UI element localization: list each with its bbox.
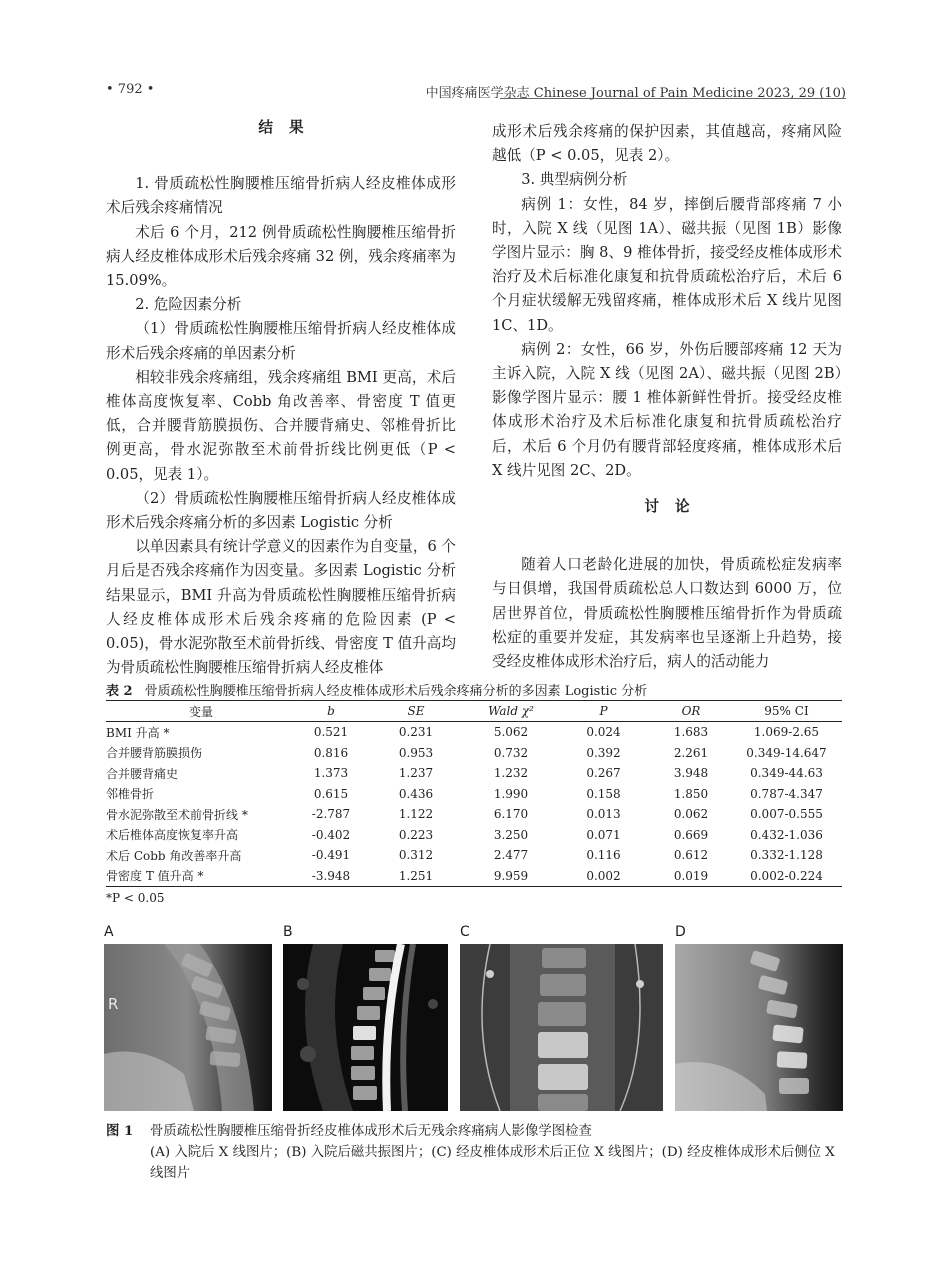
table-cell: 2.477 bbox=[493, 848, 529, 863]
table-cell: 3.948 bbox=[673, 766, 709, 781]
table-cell: BMI 升高 * bbox=[106, 725, 170, 740]
table-cell: 合并腰背筋膜损伤 bbox=[106, 746, 203, 761]
table-cell: 术后椎体高度恢复率升高 bbox=[106, 828, 239, 843]
col-header: P bbox=[556, 701, 651, 722]
figure-number: 图 1 bbox=[106, 1123, 134, 1139]
table-cell: 0.062 bbox=[673, 807, 709, 822]
paragraph: 相较非残余疼痛组，残余疼痛组 BMI 更高，术后椎体高度恢复率、Cobb 角改善率、骨密度 T 值更低，合并腰背筋膜损伤、合并腰背痛史、邻椎骨折比例更高，骨水泥弥散至术前骨折线比例更低（P < 0.05，见表 1）。 bbox=[106, 368, 456, 483]
table-row bbox=[106, 866, 842, 887]
r-marker: R bbox=[108, 995, 119, 1013]
panel-label-d: D bbox=[675, 924, 686, 940]
col-header: 95% CI bbox=[731, 701, 842, 722]
table-cell: 0.267 bbox=[586, 766, 621, 781]
table-cell: 1.850 bbox=[673, 786, 709, 801]
table-cell: 0.158 bbox=[586, 786, 621, 801]
paragraph: 以单因素具有统计学意义的因素作为自变量，6 个月后是否残余疼痛作为因变量。多因素 Logistic 分析结果显示，BMI 升高为骨质疏松性胸腰椎压缩骨折病人经皮椎体成形术后残余疼痛的危险因素 (P < 0.05)，骨水泥弥散至术前骨折线、骨密度 T 值升高均为骨质疏松性胸腰椎压缩骨折病人经皮椎体 bbox=[106, 538, 456, 677]
table-cell: 2.261 bbox=[673, 745, 709, 760]
table-cell: 术后 Cobb 角改善率升高 bbox=[106, 848, 242, 863]
col-header: Wald χ² bbox=[466, 701, 556, 722]
table-cell: 3.250 bbox=[493, 827, 529, 842]
col-header: b bbox=[296, 701, 366, 722]
page-number: • 792 • bbox=[106, 82, 155, 97]
paragraph: 病例 1：女性，84 岁，摔倒后腰背部疼痛 7 小时，入院 X 线（见图 1A）、磁共振（见图 1B）影像学图片显示：胸 8、9 椎体骨折，接受经皮椎体成形术治疗及术后标准化康复和抗骨质疏松治疗后，术后 6 个月症状缓解无残留疼痛，椎体成形术后 X 线片见图 1C、1D。 bbox=[492, 195, 842, 334]
table-cell: 邻椎骨折 bbox=[106, 787, 155, 802]
table-cell: 0.019 bbox=[651, 866, 731, 887]
table-cell: 0.024 bbox=[586, 725, 621, 740]
xray-lateral-preop bbox=[104, 944, 272, 1111]
table-cell: 0.332-1.128 bbox=[750, 848, 823, 863]
table-row bbox=[106, 825, 842, 846]
table-cell: 0.116 bbox=[586, 848, 621, 863]
table-cell: -0.402 bbox=[311, 827, 351, 842]
table-cell: 6.170 bbox=[493, 807, 529, 822]
journal-header: 中国疼痛医学杂志 Chinese Journal of Pain Medicine 2023, 29 (10) bbox=[425, 86, 846, 101]
table-cell: 0.732 bbox=[493, 745, 529, 760]
table-cell: 0.349-14.647 bbox=[746, 745, 827, 760]
table-cell: 1.232 bbox=[493, 766, 529, 781]
subheading: （1）骨质疏松性胸腰椎压缩骨折病人经皮椎体成形术后残余疼痛的单因素分析 bbox=[106, 320, 456, 362]
table-row bbox=[106, 743, 842, 764]
table-number: 表 2 bbox=[106, 684, 133, 699]
table-cell: 0.013 bbox=[586, 807, 621, 822]
table-cell: 1.683 bbox=[673, 725, 709, 740]
table-cell: 1.069-2.65 bbox=[753, 725, 820, 740]
xray-ap-postop bbox=[460, 944, 663, 1111]
table-caption bbox=[106, 680, 647, 699]
table-cell: 0.816 bbox=[313, 745, 349, 760]
paragraph: 随着人口老龄化进展的加快，骨质疏松症发病率与日俱增，我国骨质疏松总人口数达到 6000 万，位居世界首位，骨质疏松性胸腰椎压缩骨折作为骨质疏松症的重要并发症，其发病率也呈逐渐上升趋势，接受经皮椎体成形术治疗后，病人的活动能力 bbox=[492, 556, 842, 671]
table-cell: 合并腰背痛史 bbox=[106, 766, 179, 781]
col-header: OR bbox=[651, 701, 731, 722]
table-cell: 0.787-4.347 bbox=[750, 786, 823, 801]
table-row bbox=[106, 845, 842, 866]
col-header: SE bbox=[366, 701, 466, 722]
logistic-table bbox=[106, 700, 842, 887]
panel-label-a: A bbox=[104, 924, 114, 940]
panel-label-c: C bbox=[460, 924, 470, 940]
paragraph: 术后 6 个月，212 例骨质疏松性胸腰椎压缩骨折病人经皮椎体成形术后残余疼痛 32 例，残余疼痛率为 15.09%。 bbox=[106, 223, 456, 290]
table-cell: 0.002-0.224 bbox=[731, 866, 842, 887]
table-cell: 1.122 bbox=[398, 807, 434, 822]
section-title-discussion: 讨论 bbox=[644, 498, 706, 516]
table-cell: 0.612 bbox=[673, 848, 709, 863]
table-row bbox=[106, 784, 842, 805]
table-cell: 0.669 bbox=[673, 827, 709, 842]
table-header-row bbox=[106, 701, 842, 722]
header-rule bbox=[500, 98, 846, 99]
table-cell: 0.002 bbox=[556, 866, 651, 887]
table-cell: 1.373 bbox=[313, 766, 349, 781]
table-cell: 0.312 bbox=[398, 848, 434, 863]
xray-lateral-postop bbox=[675, 944, 843, 1111]
table-cell: 9.959 bbox=[466, 866, 556, 887]
table-cell: 0.436 bbox=[398, 786, 434, 801]
col-header: 变量 bbox=[106, 701, 296, 722]
mri-sagittal-preop bbox=[283, 944, 448, 1111]
table-footnote: *P < 0.05 bbox=[106, 891, 165, 905]
figure-caption bbox=[106, 1121, 846, 1142]
table-cell: 1.990 bbox=[493, 786, 529, 801]
table-cell: 0.231 bbox=[398, 725, 434, 740]
table-row bbox=[106, 722, 842, 743]
subheading: 2. 危险因素分析 bbox=[135, 296, 242, 314]
subheading: 3. 典型病例分析 bbox=[521, 171, 628, 189]
table-cell: -3.948 bbox=[296, 866, 366, 887]
paragraph: 病例 2：女性，66 岁，外伤后腰部疼痛 12 天为主诉入院，入院 X 线（见图 2A）、磁共振（见图 2B）影像学图片显示：腰 1 椎体新鲜性骨折。接受经皮椎体成形术治疗及术后标准化康复和抗骨质疏松治疗后，术后 6 个月仍有腰背部轻度疼痛，椎体成形术后 X 线片见图 2C、2D。 bbox=[492, 340, 842, 479]
right-column bbox=[492, 120, 842, 674]
table-cell: 0.392 bbox=[586, 745, 621, 760]
table-cell: 1.251 bbox=[366, 866, 466, 887]
table-cell: -0.491 bbox=[311, 848, 351, 863]
table-cell: 0.432-1.036 bbox=[750, 827, 823, 842]
paragraph: 成形术后残余疼痛的保护因素，其值越高，疼痛风险越低（P < 0.05，见表 2）。 bbox=[492, 123, 842, 165]
table-caption-text: 骨质疏松性胸腰椎压缩骨折病人经皮椎体成形术后残余疼痛分析的多因素 Logistic 分析 bbox=[144, 684, 648, 699]
table-cell: 0.953 bbox=[398, 745, 434, 760]
table-cell: 0.349-44.63 bbox=[750, 766, 823, 781]
table-row bbox=[106, 804, 842, 825]
table-cell: 骨水泥弥散至术前骨折线 * bbox=[106, 807, 248, 822]
figure-caption-text: 骨质疏松性胸腰椎压缩骨折经皮椎体成形术后无残余疼痛病人影像学图检查 bbox=[150, 1124, 592, 1139]
table-cell: 5.062 bbox=[493, 725, 529, 740]
figure-subcaption: (A) 入院后 X 线图片；(B) 入院后磁共振图片；(C) 经皮椎体成形术后正位 X 线图片；(D) 经皮椎体成形术后侧位 X 线图片 bbox=[150, 1145, 835, 1181]
table-cell: 0.615 bbox=[313, 786, 349, 801]
panel-label-b: B bbox=[283, 924, 293, 940]
table-row bbox=[106, 763, 842, 784]
table-cell: 0.071 bbox=[586, 827, 621, 842]
table-cell: -2.787 bbox=[311, 807, 351, 822]
table-cell: 0.223 bbox=[398, 827, 434, 842]
left-column bbox=[106, 116, 456, 680]
table-cell: 骨密度 T 值升高 * bbox=[106, 866, 296, 887]
table-cell: 0.521 bbox=[313, 725, 349, 740]
table-cell: 1.237 bbox=[398, 766, 434, 781]
subheading: （2）骨质疏松性胸腰椎压缩骨折病人经皮椎体成形术后残余疼痛分析的多因素 Logistic 分析 bbox=[106, 489, 456, 532]
paragraph: 1. 骨质疏松性胸腰椎压缩骨折病人经皮椎体成形术后残余疼痛情况 bbox=[106, 175, 456, 217]
table-cell: 0.007-0.555 bbox=[750, 807, 823, 822]
section-title-results: 结果 bbox=[258, 119, 320, 136]
